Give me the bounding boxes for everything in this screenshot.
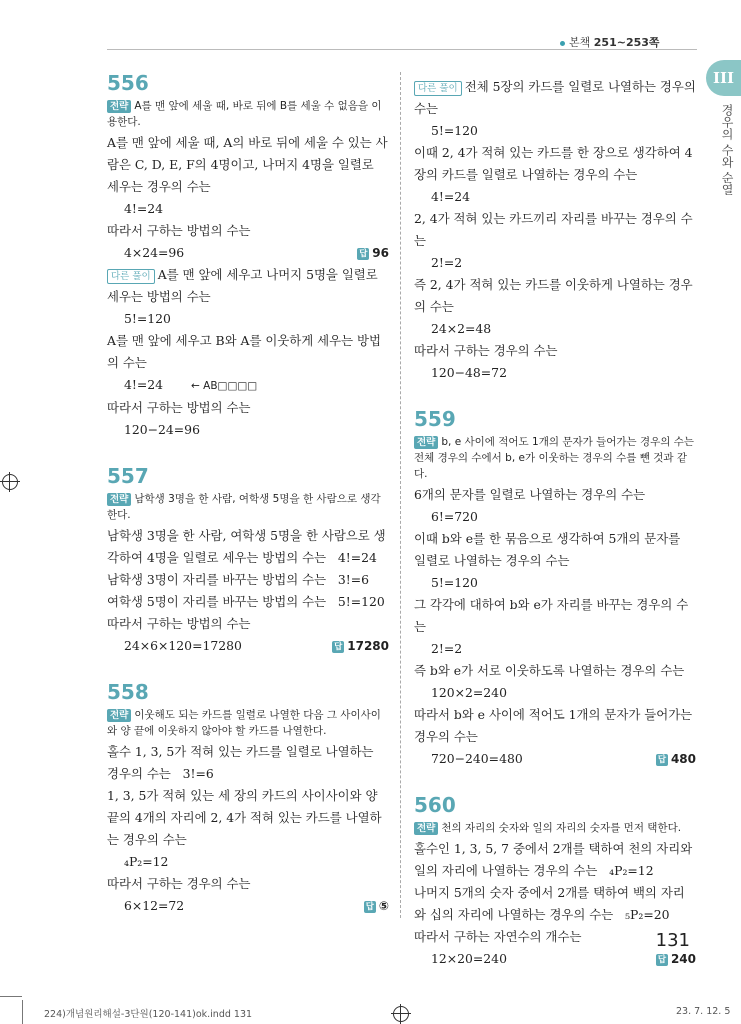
text-line: 즉 b와 e가 서로 이웃하도록 나열하는 경우의 수는 xyxy=(414,663,685,678)
equation: ₄P₂=12 xyxy=(124,854,169,869)
problem-557 xyxy=(107,463,389,657)
bullet-icon xyxy=(560,41,565,46)
text-line: 따라서 구하는 방법의 수는 xyxy=(107,616,251,631)
text-line: 즉 2, 4가 적혀 있는 카드를 이웃하게 나열하는 경우의 수는 xyxy=(414,277,693,314)
equation-note: ← AB□□□□ xyxy=(191,380,258,392)
text-line: 그 각각에 대하여 b와 e가 자리를 바꾸는 경우의 수는 xyxy=(414,597,689,634)
equation-with-answer: 6×12=72 답 ⑤ xyxy=(107,895,389,917)
page-number: 131 xyxy=(655,930,690,951)
equation: 120−48=72 xyxy=(431,365,507,380)
text-line: 나머지 5개의 숫자 중에서 2개를 택하여 백의 자리와 십의 자리에 나열하는 경우의 수는 ₅P₂=20 xyxy=(414,885,685,922)
equation: 4!=24 xyxy=(431,189,471,204)
problem-558 xyxy=(107,679,389,917)
equation: 2!=2 xyxy=(431,641,463,656)
problem-556 xyxy=(107,70,389,441)
strategy: 전략 A를 맨 앞에 세울 때, 바로 뒤에 B를 세울 수 없음을 이용한다. xyxy=(107,100,382,128)
text-line: 홀수인 1, 3, 5, 7 중에서 2개를 택하여 천의 자리와 일의 자리에 나열하는 경우의 수는 ₄P₂=12 xyxy=(414,841,693,878)
equation: 5!=120 xyxy=(124,311,171,326)
equation: 120×2=240 xyxy=(431,685,507,700)
equation: 4!=24 xyxy=(124,201,164,216)
text-line: 따라서 구하는 경우의 수는 xyxy=(414,343,558,358)
text-line: 2, 4가 적혀 있는 카드끼리 자리를 바꾸는 경우의 수는 xyxy=(414,211,693,248)
text-line: 따라서 b와 e 사이에 적어도 1개의 문자가 들어가는 경우의 수는 xyxy=(414,707,693,744)
text-line: A를 맨 앞에 세울 때, A의 바로 뒤에 세울 수 있는 사람은 C, D, E, F의 4명이고, 나머지 4명을 일렬로 세우는 경우의 수는 xyxy=(107,135,388,194)
problem-number: 560 xyxy=(414,793,456,817)
problem-number: 557 xyxy=(107,464,149,488)
equation-with-answer: 4×24=96 답 96 xyxy=(107,242,389,264)
chapter-tab: III xyxy=(706,60,741,96)
problem-559 xyxy=(414,406,696,770)
answer-icon: 답 xyxy=(359,249,368,259)
text-line: 이때 b와 e를 한 묶음으로 생각하여 5개의 문자를 일렬로 나열하는 경우의 수는 xyxy=(414,531,681,568)
chapter-title: 경우의 수와 순열 xyxy=(720,104,734,196)
answer: 답 ⑤ xyxy=(365,899,389,913)
equation: 4!=24 ← AB□□□□ xyxy=(124,377,258,392)
registration-mark-icon xyxy=(2,474,18,490)
equation: 24×2=48 xyxy=(431,321,492,336)
header-rule xyxy=(107,49,697,50)
equation-with-answer: 720−240=480 답 480 xyxy=(414,748,696,770)
text-line: 따라서 구하는 자연수의 개수는 xyxy=(414,929,582,944)
answer: 답 240 xyxy=(657,952,696,966)
problem-number: 559 xyxy=(414,407,456,431)
strategy: 전략 천의 자리의 숫자와 일의 자리의 숫자를 먼저 택한다. xyxy=(414,820,696,836)
text-line: 따라서 구하는 경우의 수는 xyxy=(107,876,251,891)
page-header: 본책 251~253쪽 xyxy=(560,34,700,50)
equation: 5!=120 xyxy=(431,575,478,590)
problem-558-alt xyxy=(414,76,696,384)
text-line: 1, 3, 5가 적혀 있는 세 장의 카드의 사이사이와 양 끝의 4개의 자리에 2, 4가 적혀 있는 카드를 나열하는 경우의 수는 xyxy=(107,788,382,847)
alt-solution: 다른 풀이 전체 5장의 카드를 일렬로 나열하는 경우의 수는 xyxy=(414,79,696,116)
equation-with-answer: 12×20=240 답 240 xyxy=(414,948,696,970)
answer-icon: 답 xyxy=(334,642,343,652)
equation: 6!=720 xyxy=(431,509,478,524)
alt-solution: 다른 풀이 A를 맨 앞에 세우고 나머지 5명을 일렬로 세우는 방법의 수는 xyxy=(107,267,378,304)
problem-number: 558 xyxy=(107,680,149,704)
answer: 답 480 xyxy=(657,752,696,766)
text-line: 이때 2, 4가 적혀 있는 카드를 한 장으로 생각하여 4장의 카드를 일렬로 나열하는 경우의 수는 xyxy=(414,145,693,182)
answer-icon: 답 xyxy=(365,902,374,912)
answer-icon: 답 xyxy=(657,755,667,765)
footer-date: 23. 7. 12. 5 xyxy=(676,1006,731,1017)
text-line: 6개의 문자를 일렬로 나열하는 경우의 수는 xyxy=(414,487,646,502)
footer-file: 224)개념원리해설-3단원(120-141)ok.indd 131 xyxy=(44,1009,253,1020)
text-line: A를 맨 앞에 세우고 B와 A를 이웃하게 세우는 방법의 수는 xyxy=(107,333,381,370)
text-line: 남학생 3명이 자리를 바꾸는 방법의 수는 3!=6 xyxy=(107,572,370,587)
print-footer xyxy=(0,1006,741,1022)
answer-icon: 답 xyxy=(657,955,667,965)
equation: 120−24=96 xyxy=(124,422,200,437)
text-line: 남학생 3명을 한 사람, 여학생 5명을 한 사람으로 생각하여 4명을 일렬로 세우는 방법의 수는 4!=24 xyxy=(107,528,386,565)
right-column xyxy=(414,76,696,992)
equation: 2!=2 xyxy=(431,255,463,270)
strategy: 전략 b, e 사이에 적어도 1개의 문자가 들어가는 경우의 수는 전체 경우의 수에서 b, e가 이웃하는 경우의 수를 뺀 것과 같다. xyxy=(414,436,695,480)
text-line: 여학생 5명이 자리를 바꾸는 방법의 수는 5!=120 xyxy=(107,594,385,609)
strategy: 전략 남학생 3명을 한 사람, 여학생 5명을 한 사람으로 생각한다. xyxy=(107,493,381,521)
answer: 답 96 xyxy=(359,246,389,260)
column-divider xyxy=(400,72,401,918)
text-line: 따라서 구하는 방법의 수는 xyxy=(107,223,251,238)
text-line: 홀수 1, 3, 5가 적혀 있는 카드를 일렬로 나열하는 경우의 수는 3!=6 xyxy=(107,744,374,781)
answer: 답 17280 xyxy=(334,639,389,653)
text-line: 따라서 구하는 방법의 수는 xyxy=(107,400,251,415)
strategy: 전략 이웃해도 되는 카드를 일렬로 나열한 다음 그 사이사이와 양 끝에 이웃하지 않아야 할 카드를 나열한다. xyxy=(107,709,381,737)
equation-with-answer: 24×6×120=17280 답 17280 xyxy=(107,635,389,657)
problem-number: 556 xyxy=(107,71,149,95)
equation: 5!=120 xyxy=(431,123,478,138)
crop-mark xyxy=(0,996,22,997)
left-column xyxy=(107,70,389,939)
